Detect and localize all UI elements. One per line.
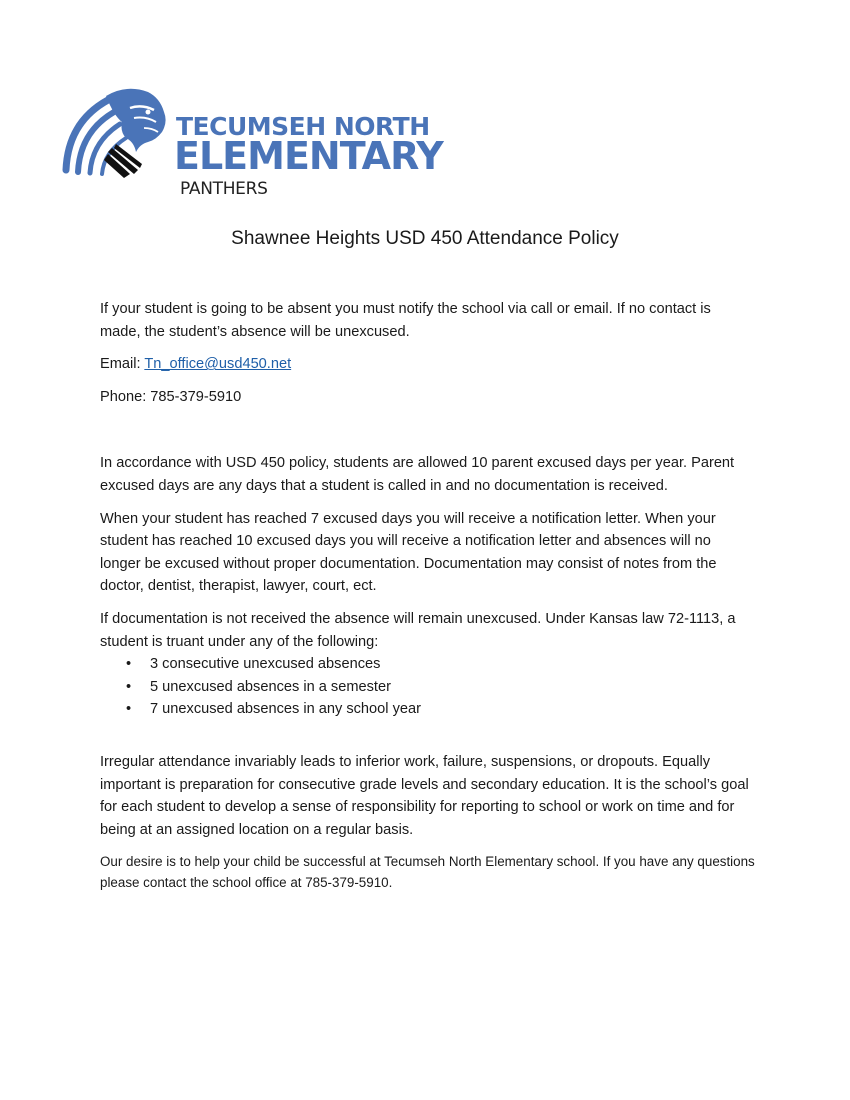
bullet-icon: •	[126, 656, 132, 673]
spacer	[100, 418, 755, 452]
logo-school-type: ELEMENTARY	[174, 134, 443, 178]
spacer	[100, 721, 755, 751]
list-item	[126, 676, 755, 699]
truancy-list	[100, 653, 755, 721]
logo-mascot-name: PANTHERS	[180, 179, 268, 199]
intro-paragraph: If your student is going to be absent you must notify the school via call or email. If no contact is made, the student’s absence will be unexcused.	[100, 301, 711, 340]
page-title: Shawnee Heights USD 450 Attendance Policy	[231, 228, 619, 249]
list-item-text: 5 unexcused absences in a semester	[150, 678, 391, 695]
school-logo	[56, 82, 446, 200]
panther-mascot-icon	[56, 82, 176, 192]
logo-school-name: TECUMSEH NORTH	[176, 112, 430, 141]
list-item-text: 7 unexcused absences in any school year	[150, 701, 421, 718]
email-line	[100, 353, 755, 376]
email-label: Email:	[100, 356, 145, 373]
irregular-attendance-paragraph: Irregular attendance invariably leads to inferior work, failure, suspensions, or dropouts. Equally important is preparation for consecutive grade levels and secondary education. It is the school’s goal for each student to develop a sense of responsibility for reporting to school or work on time and for being at an assigned location on a regular basis.	[100, 753, 749, 838]
policy-body	[100, 298, 755, 903]
bullet-icon: •	[126, 701, 132, 718]
list-item	[126, 653, 755, 676]
email-link[interactable]: Tn_office@usd450.net	[144, 356, 292, 373]
list-item-text: 3 consecutive unexcused absences	[150, 656, 381, 673]
truancy-intro-paragraph: If documentation is not received the absence will remain unexcused. Under Kansas law 72-1113, a student is truant under any of the following:	[100, 610, 736, 650]
phone-line: Phone: 785-379-5910	[100, 388, 242, 405]
notification-paragraph: When your student has reached 7 excused days you will receive a notification letter. When your student has reached 10 excused days you will receive a notification letter and absences will no longer be excused without proper documentation. Documentation may consist of notes from the doctor, dentist, therapist, lawyer, court, ect.	[100, 510, 717, 595]
policy-paragraph: In accordance with USD 450 policy, students are allowed 10 parent excused days per year. Parent excused days are any days that a student is called in and no documentation is received.	[100, 455, 735, 494]
bullet-icon: •	[126, 678, 132, 695]
list-item	[126, 698, 755, 721]
closing-paragraph: Our desire is to help your child be successful at Tecumseh North Elementary school. If you have any questions please contact the school office at 785-379-5910.	[100, 854, 755, 891]
